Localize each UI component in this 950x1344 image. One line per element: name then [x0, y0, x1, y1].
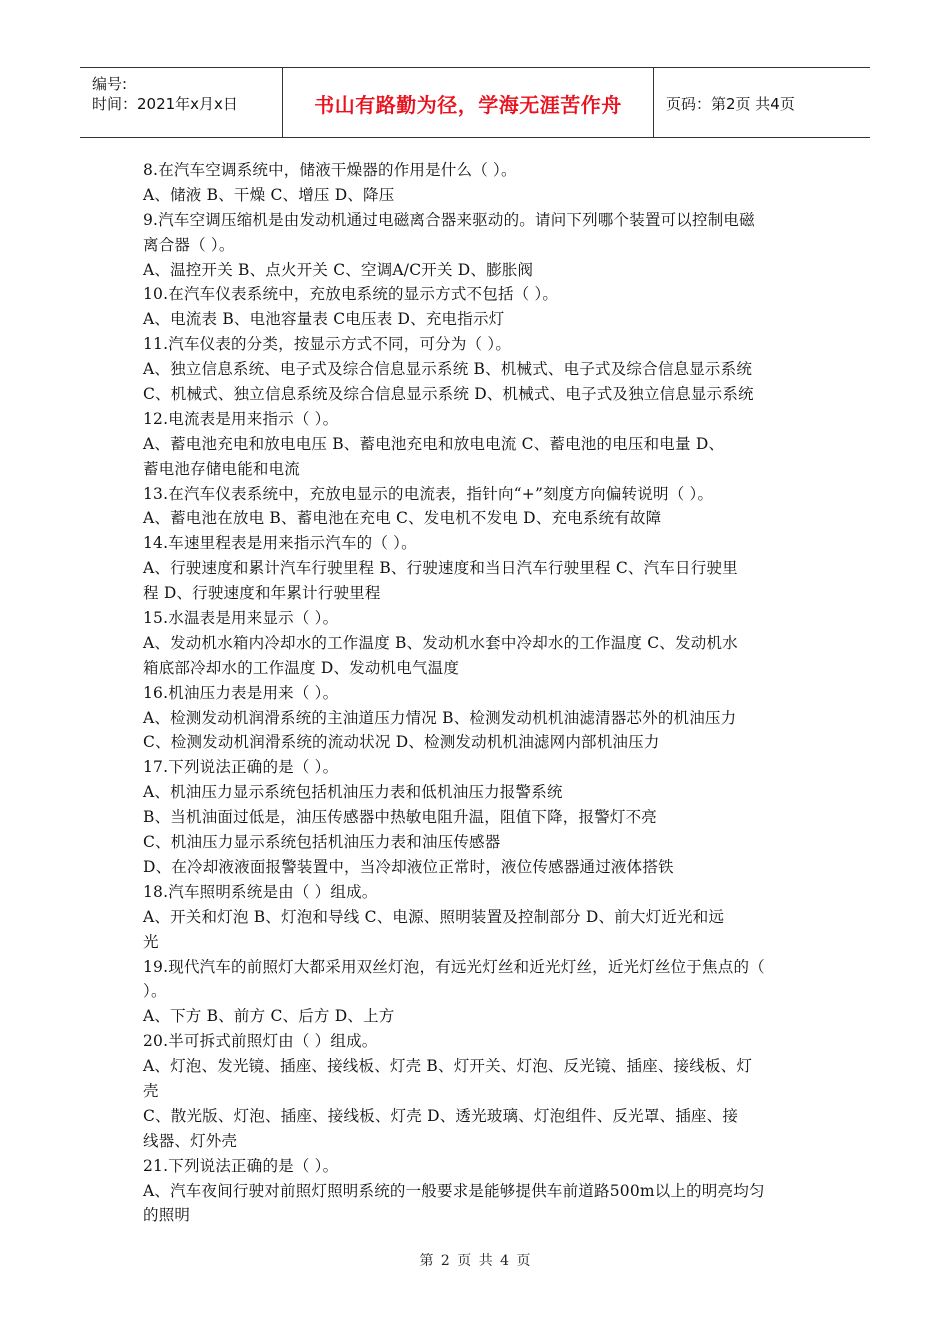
number-label: 编号:: [92, 75, 128, 93]
text-line: 15.水温表是用来显示（ ）。: [143, 609, 339, 628]
text-line: A、独立信息系统、电子式及综合信息显示系统 B、机械式、电子式及综合信息显示系统: [143, 360, 753, 379]
text-line: 17.下列说法正确的是（ ）。: [143, 758, 339, 777]
text-line: C、机油压力显示系统包括机油压力表和油压传感器: [143, 833, 501, 852]
text-line: A、汽车夜间行驶对前照灯照明系统的一般要求是能够提供车前道路500m以上的明亮均匀: [143, 1181, 765, 1200]
text-line: C、机械式、独立信息系统及综合信息显示系统 D、机械式、电子式及独立信息显示系统: [143, 385, 754, 404]
text-line: C、检测发动机润滑系统的流动状况 D、检测发动机机油滤网内部机油压力: [143, 733, 660, 752]
text-line: A、电流表 B、电池容量表 C电压表 D、充电指示灯: [143, 310, 505, 329]
text-line: 20.半可拆式前照灯由（ ）组成。: [143, 1032, 378, 1051]
page-footer: 第 2 页 共 4 页: [419, 1253, 531, 1269]
text-line: 12.电流表是用来指示（ ）。: [143, 409, 339, 428]
text-line: C、散光版、灯泡、插座、接线板、灯壳 D、透光玻璃、灯泡组件、反光罩、插座、接: [143, 1106, 739, 1125]
question-body: [143, 158, 815, 1228]
text-line: 程 D、行驶速度和年累计行驶里程: [143, 584, 381, 603]
text-line: 箱底部冷却水的工作温度 D、发动机电气温度: [143, 658, 460, 677]
text-line: 14.车速里程表是用来指示汽车的（ ）。: [143, 534, 417, 553]
text-line: ）。: [143, 982, 167, 1001]
text-line: 9.汽车空调压缩机是由发动机通过电磁离合器来驱动的。请问下列哪个装置可以控制电磁: [143, 210, 755, 229]
text-line: A、储液 B、干燥 C、增压 D、降压: [143, 185, 395, 204]
text-line: A、检测发动机润滑系统的主油道压力情况 B、检测发动机机油滤清器芯外的机油压力: [143, 708, 737, 727]
text-line: 11.汽车仪表的分类，按显示方式不同，可分为（ ）。: [143, 335, 512, 354]
text-line: 10.在汽车仪表系统中，充放电系统的显示方式不包括（ ）。: [143, 285, 559, 304]
text-line: A、行驶速度和累计汽车行驶里程 B、行驶速度和当日汽车行驶里程 C、汽车日行驶里: [143, 559, 738, 578]
text-line: 16.机油压力表是用来（ ）。: [143, 683, 339, 702]
page-info: 页码：第2页 共4页: [666, 95, 795, 113]
motto: 书山有路勤为径，学海无涯苦作舟: [314, 93, 622, 117]
text-line: A、下方 B、前方 C、后方 D、上方: [143, 1007, 395, 1026]
text-line: A、灯泡、发光镜、插座、接线板、灯壳 B、灯开关、灯泡、反光镜、插座、接线板、灯: [143, 1057, 753, 1076]
header-page-cell: [654, 68, 870, 137]
text-line: 21.下列说法正确的是（ ）。: [143, 1156, 339, 1175]
text-line: A、蓄电池在放电 B、蓄电池在充电 C、发电机不发电 D、充电系统有故障: [143, 509, 662, 528]
text-line: 光: [143, 932, 159, 951]
text-line: 18.汽车照明系统是由（ ）组成。: [143, 882, 378, 901]
time-label: 时间：2021年x月x日: [92, 95, 238, 113]
text-line: D、在冷却液液面报警装置中，当冷却液位正常时，液位传感器通过液体搭铁: [143, 857, 674, 876]
text-line: 19.现代汽车的前照灯大都采用双丝灯泡，有远光灯丝和近光灯丝，近光灯丝位于焦点的（: [143, 957, 765, 976]
text-line: B、当机油面过低是，油压传感器中热敏电阻升温，阻值下降，报警灯不亮: [143, 808, 657, 827]
text-line: 壳: [143, 1081, 159, 1100]
header-left-cell: [80, 68, 283, 137]
text-line: 13.在汽车仪表系统中，充放电显示的电流表，指针向“+”刻度方向偏转说明（ ）。: [143, 484, 714, 503]
text-line: A、发动机水箱内冷却水的工作温度 B、发动机水套中冷却水的工作温度 C、发动机水: [143, 633, 738, 652]
text-line: 蓄电池存储电能和电流: [143, 459, 301, 478]
text-line: 的照明: [143, 1206, 191, 1225]
text-line: A、机油压力显示系统包括机油压力表和低机油压力报警系统: [143, 783, 563, 802]
text-line: 离合器（ ）。: [143, 235, 235, 254]
header-motto-cell: [283, 68, 654, 137]
text-line: A、开关和灯泡 B、灯泡和导线 C、电源、照明装置及控制部分 D、前大灯近光和远: [143, 907, 725, 926]
text-line: A、温控开关 B、点火开关 C、空调A/C开关 D、膨胀阀: [143, 260, 534, 279]
text-line: 8.在汽车空调系统中，储液干燥器的作用是什么（ ）。: [143, 161, 517, 179]
page-header: [80, 67, 870, 138]
text-line: A、蓄电池充电和放电电压 B、蓄电池充电和放电电流 C、蓄电池的电压和电量 D、: [143, 434, 725, 453]
text-line: 线器、灯外壳: [143, 1131, 238, 1150]
